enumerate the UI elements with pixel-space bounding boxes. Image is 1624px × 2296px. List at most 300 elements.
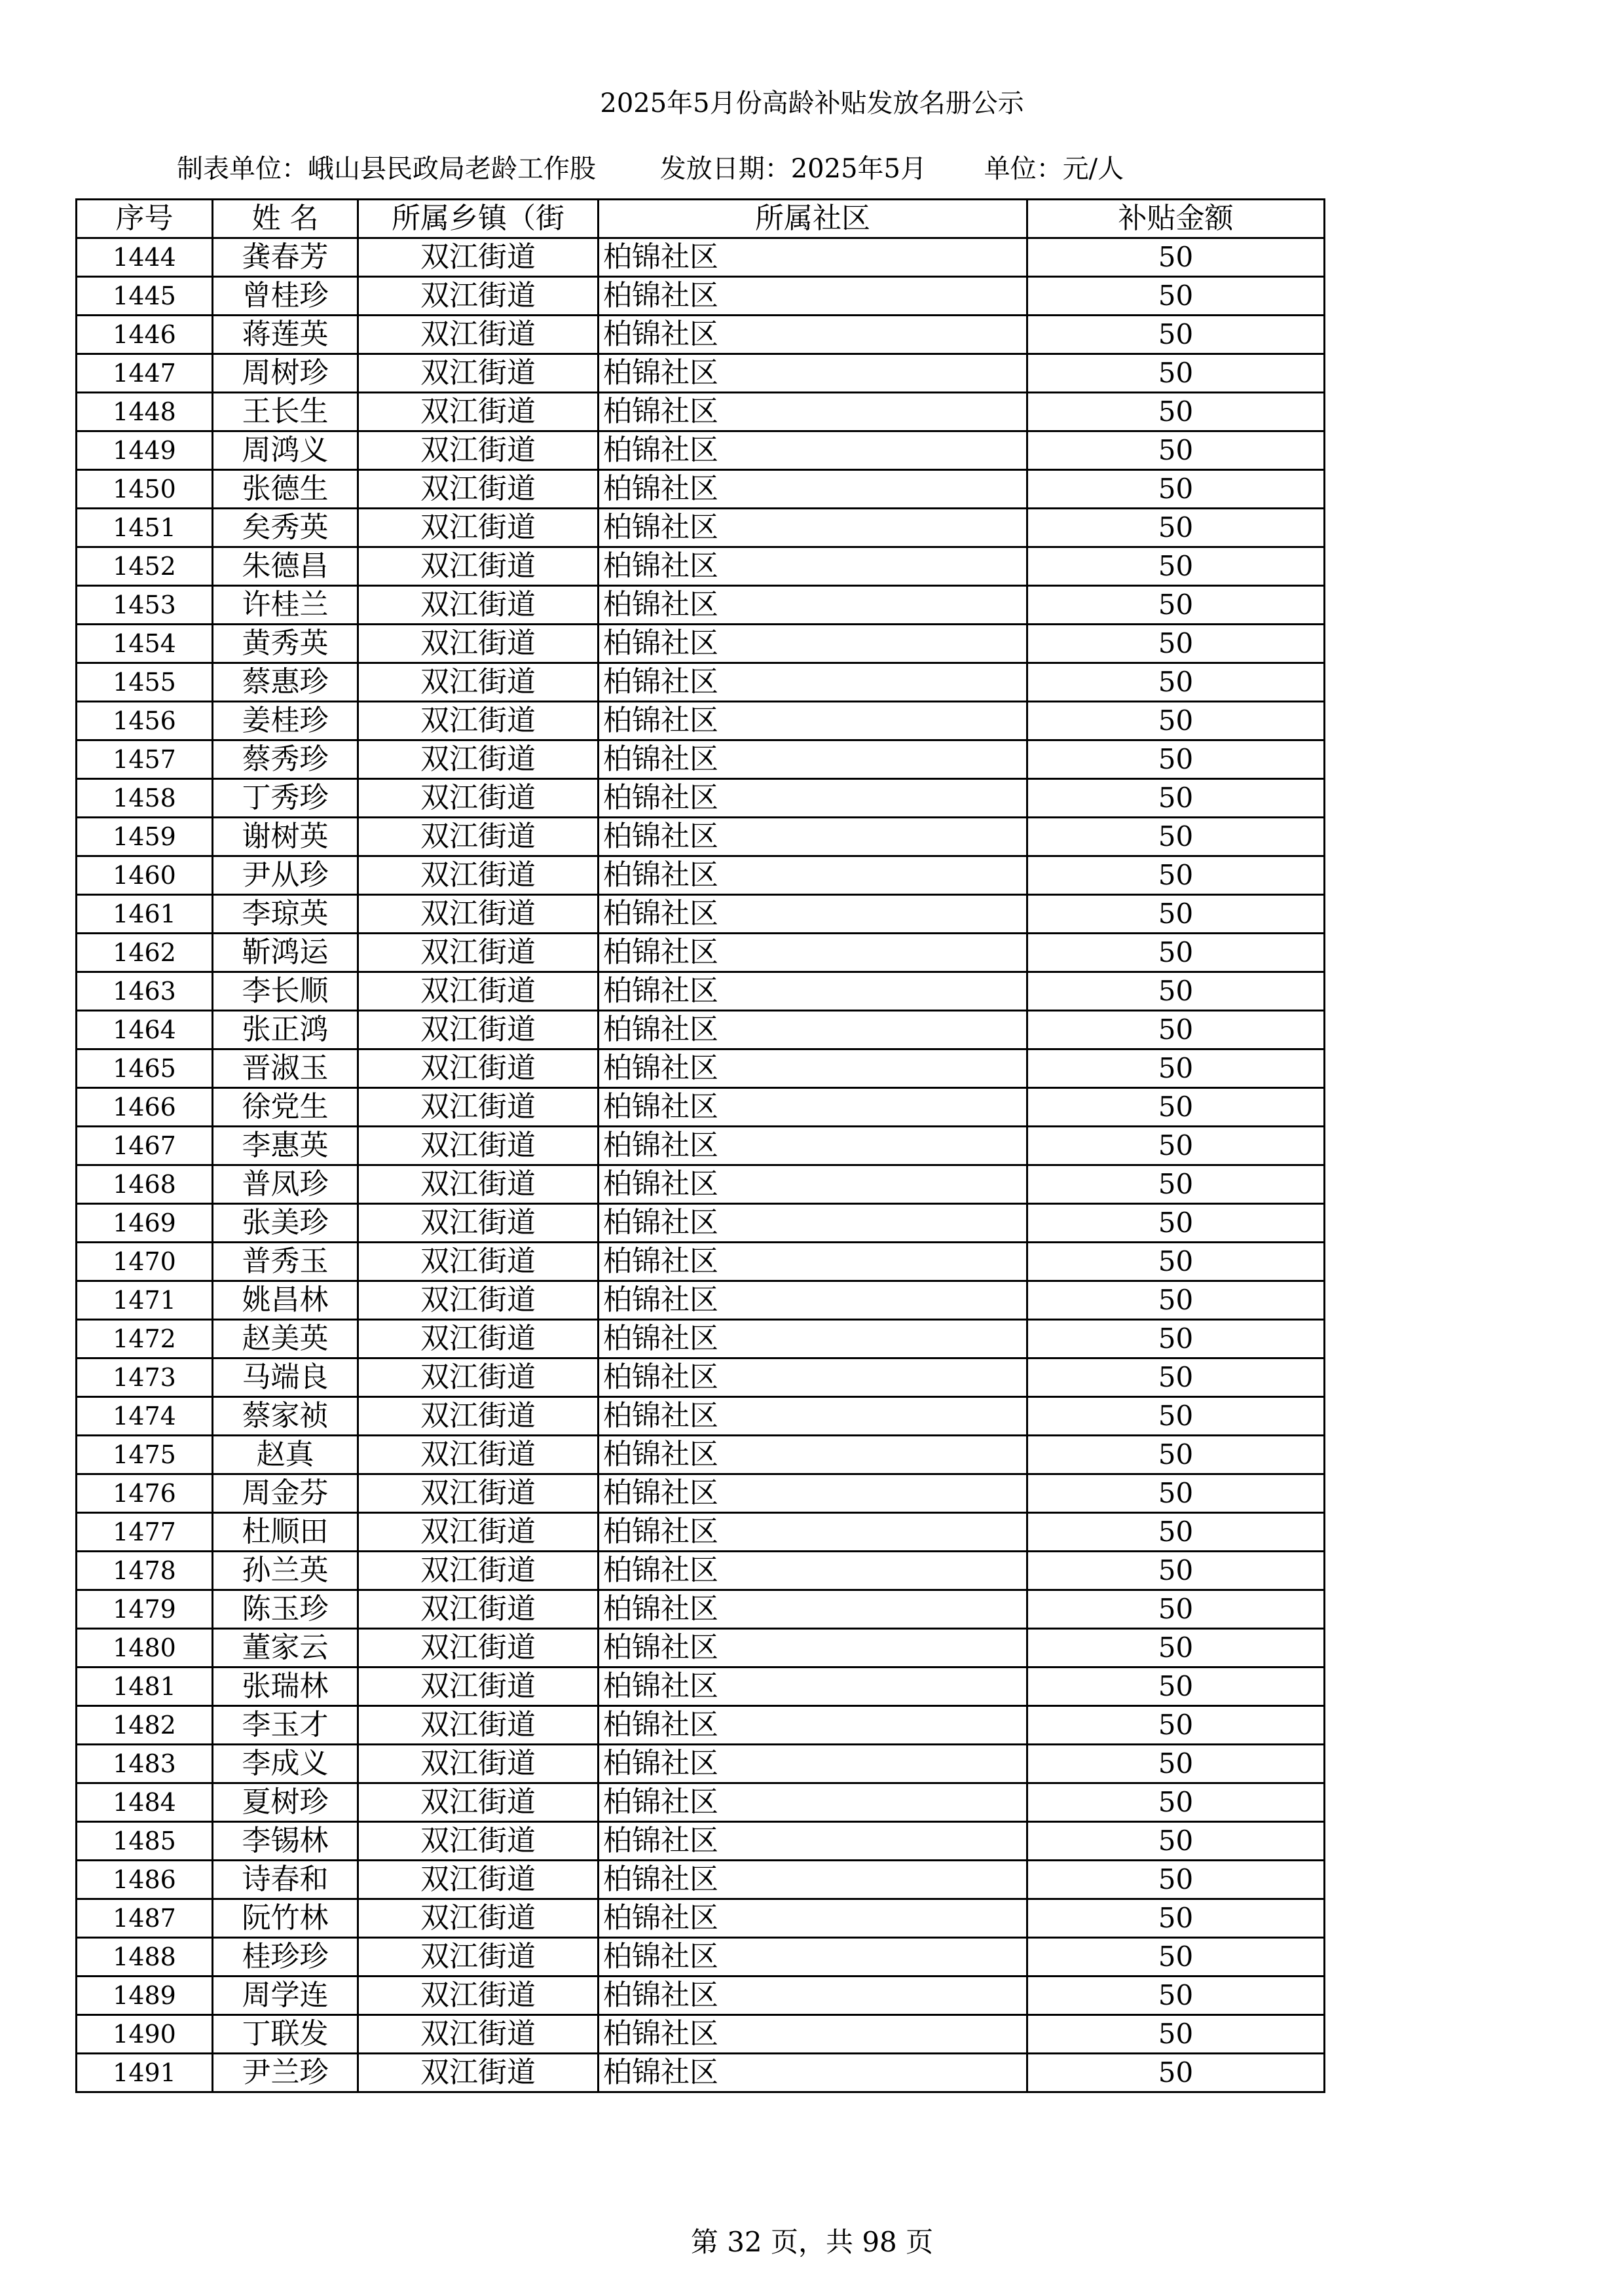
cell-community: 柏锦社区 <box>599 1127 1027 1165</box>
cell-amount: 50 <box>1027 1049 1325 1088</box>
cell-community: 柏锦社区 <box>599 1320 1027 1358</box>
table-row <box>77 1552 1325 1590</box>
cell-serial: 1470 <box>77 1243 213 1281</box>
cell-amount: 50 <box>1027 702 1325 740</box>
cell-amount: 50 <box>1027 586 1325 625</box>
cell-town: 双江街道 <box>358 1320 599 1358</box>
cell-town: 双江街道 <box>358 238 599 277</box>
header-name: 姓 名 <box>213 200 358 238</box>
cell-serial: 1474 <box>77 1397 213 1436</box>
cell-community: 柏锦社区 <box>599 1822 1027 1861</box>
table-row <box>77 431 1325 470</box>
cell-town: 双江街道 <box>358 1088 599 1127</box>
table-row <box>77 1165 1325 1204</box>
cell-serial: 1467 <box>77 1127 213 1165</box>
cell-community: 柏锦社区 <box>599 818 1027 856</box>
cell-name: 马端良 <box>213 1358 358 1397</box>
cell-town: 双江街道 <box>358 1011 599 1049</box>
cell-name: 许桂兰 <box>213 586 358 625</box>
cell-name: 尹兰珍 <box>213 2054 358 2092</box>
table-row <box>77 1011 1325 1049</box>
cell-name: 丁联发 <box>213 2015 358 2054</box>
table-row <box>77 702 1325 740</box>
cell-serial: 1460 <box>77 856 213 895</box>
meta-date: 发放日期：2025年5月 <box>659 154 927 184</box>
cell-name: 李锡林 <box>213 1822 358 1861</box>
table-row <box>77 1706 1325 1745</box>
header-town: 所属乡镇（街 <box>358 200 599 238</box>
cell-amount: 50 <box>1027 1977 1325 2015</box>
cell-town: 双江街道 <box>358 547 599 586</box>
cell-name: 张瑞林 <box>213 1667 358 1706</box>
table-row <box>77 934 1325 972</box>
cell-town: 双江街道 <box>358 1629 599 1667</box>
cell-community: 柏锦社区 <box>599 625 1027 663</box>
cell-town: 双江街道 <box>358 1474 599 1513</box>
cell-town: 双江街道 <box>358 1899 599 1938</box>
cell-name: 夏树珍 <box>213 1783 358 1822</box>
cell-serial: 1484 <box>77 1783 213 1822</box>
document-title: 2025年5月份高龄补贴发放名册公示 <box>600 88 1024 118</box>
cell-serial: 1458 <box>77 779 213 818</box>
cell-name: 桂珍珍 <box>213 1938 358 1977</box>
cell-town: 双江街道 <box>358 1938 599 1977</box>
cell-serial: 1491 <box>77 2054 213 2092</box>
table-row <box>77 393 1325 431</box>
cell-community: 柏锦社区 <box>599 1358 1027 1397</box>
cell-serial: 1483 <box>77 1745 213 1783</box>
cell-name: 蔡秀珍 <box>213 740 358 779</box>
cell-town: 双江街道 <box>358 393 599 431</box>
cell-serial: 1482 <box>77 1706 213 1745</box>
cell-name: 曾桂珍 <box>213 277 358 316</box>
cell-town: 双江街道 <box>358 2015 599 2054</box>
table-row <box>77 740 1325 779</box>
header-community: 所属社区 <box>599 200 1027 238</box>
cell-amount: 50 <box>1027 663 1325 702</box>
cell-name: 赵美英 <box>213 1320 358 1358</box>
cell-name: 周树珍 <box>213 354 358 393</box>
cell-town: 双江街道 <box>358 1783 599 1822</box>
cell-amount: 50 <box>1027 1667 1325 1706</box>
cell-amount: 50 <box>1027 393 1325 431</box>
cell-name: 黄秀英 <box>213 625 358 663</box>
cell-serial: 1447 <box>77 354 213 393</box>
cell-community: 柏锦社区 <box>599 509 1027 547</box>
table-row <box>77 1204 1325 1243</box>
cell-amount: 50 <box>1027 934 1325 972</box>
cell-amount: 50 <box>1027 740 1325 779</box>
cell-name: 阮竹林 <box>213 1899 358 1938</box>
cell-amount: 50 <box>1027 1783 1325 1822</box>
table-row <box>77 509 1325 547</box>
cell-name: 谢树英 <box>213 818 358 856</box>
table-row <box>77 1088 1325 1127</box>
cell-community: 柏锦社区 <box>599 1629 1027 1667</box>
cell-community: 柏锦社区 <box>599 1590 1027 1629</box>
cell-community: 柏锦社区 <box>599 779 1027 818</box>
table-row <box>77 1320 1325 1358</box>
cell-town: 双江街道 <box>358 431 599 470</box>
table-row <box>77 354 1325 393</box>
cell-serial: 1464 <box>77 1011 213 1049</box>
table-row <box>77 316 1325 354</box>
table-row <box>77 2054 1325 2092</box>
cell-serial: 1444 <box>77 238 213 277</box>
table-row <box>77 547 1325 586</box>
cell-amount: 50 <box>1027 1165 1325 1204</box>
cell-name: 孙兰英 <box>213 1552 358 1590</box>
table-row <box>77 1474 1325 1513</box>
cell-town: 双江街道 <box>358 509 599 547</box>
cell-name: 晋淑玉 <box>213 1049 358 1088</box>
cell-town: 双江街道 <box>358 856 599 895</box>
cell-town: 双江街道 <box>358 470 599 509</box>
cell-serial: 1455 <box>77 663 213 702</box>
cell-amount: 50 <box>1027 277 1325 316</box>
cell-community: 柏锦社区 <box>599 1281 1027 1320</box>
cell-community: 柏锦社区 <box>599 934 1027 972</box>
cell-amount: 50 <box>1027 818 1325 856</box>
cell-town: 双江街道 <box>358 1552 599 1590</box>
cell-community: 柏锦社区 <box>599 1977 1027 2015</box>
cell-amount: 50 <box>1027 1281 1325 1320</box>
cell-name: 蔡惠珍 <box>213 663 358 702</box>
cell-name: 周金芬 <box>213 1474 358 1513</box>
cell-serial: 1451 <box>77 509 213 547</box>
table-row <box>77 1513 1325 1552</box>
cell-community: 柏锦社区 <box>599 1474 1027 1513</box>
cell-town: 双江街道 <box>358 316 599 354</box>
cell-amount: 50 <box>1027 1899 1325 1938</box>
cell-town: 双江街道 <box>358 625 599 663</box>
cell-town: 双江街道 <box>358 1397 599 1436</box>
table-row <box>77 1049 1325 1088</box>
cell-serial: 1488 <box>77 1938 213 1977</box>
cell-serial: 1471 <box>77 1281 213 1320</box>
cell-amount: 50 <box>1027 2054 1325 2092</box>
table-row <box>77 663 1325 702</box>
table-row <box>77 2015 1325 2054</box>
cell-name: 诗春和 <box>213 1861 358 1899</box>
cell-community: 柏锦社区 <box>599 470 1027 509</box>
table-row <box>77 1861 1325 1899</box>
cell-name: 李琼英 <box>213 895 358 934</box>
cell-serial: 1465 <box>77 1049 213 1088</box>
cell-community: 柏锦社区 <box>599 1165 1027 1204</box>
cell-town: 双江街道 <box>358 1590 599 1629</box>
table-row <box>77 779 1325 818</box>
cell-name: 矣秀英 <box>213 509 358 547</box>
cell-town: 双江街道 <box>358 1861 599 1899</box>
cell-town: 双江街道 <box>358 740 599 779</box>
cell-name: 丁秀珍 <box>213 779 358 818</box>
table-row <box>77 972 1325 1011</box>
cell-amount: 50 <box>1027 316 1325 354</box>
cell-town: 双江街道 <box>358 779 599 818</box>
cell-serial: 1454 <box>77 625 213 663</box>
table-row <box>77 856 1325 895</box>
cell-name: 徐党生 <box>213 1088 358 1127</box>
cell-name: 尹从珍 <box>213 856 358 895</box>
table-row <box>77 1938 1325 1977</box>
cell-serial: 1462 <box>77 934 213 972</box>
cell-name: 龚春芳 <box>213 238 358 277</box>
cell-town: 双江街道 <box>358 1358 599 1397</box>
cell-serial: 1445 <box>77 277 213 316</box>
cell-community: 柏锦社区 <box>599 1938 1027 1977</box>
table-row <box>77 1977 1325 2015</box>
table-row <box>77 1127 1325 1165</box>
cell-serial: 1461 <box>77 895 213 934</box>
cell-town: 双江街道 <box>358 934 599 972</box>
table-row <box>77 1358 1325 1397</box>
cell-serial: 1457 <box>77 740 213 779</box>
cell-amount: 50 <box>1027 1436 1325 1474</box>
cell-community: 柏锦社区 <box>599 1783 1027 1822</box>
table-row <box>77 818 1325 856</box>
cell-amount: 50 <box>1027 1822 1325 1861</box>
table-row <box>77 625 1325 663</box>
cell-amount: 50 <box>1027 1204 1325 1243</box>
cell-community: 柏锦社区 <box>599 2054 1027 2092</box>
cell-serial: 1453 <box>77 586 213 625</box>
cell-town: 双江街道 <box>358 1127 599 1165</box>
cell-serial: 1446 <box>77 316 213 354</box>
cell-town: 双江街道 <box>358 354 599 393</box>
table-row <box>77 1397 1325 1436</box>
cell-community: 柏锦社区 <box>599 895 1027 934</box>
cell-community: 柏锦社区 <box>599 393 1027 431</box>
cell-name: 蔡家祯 <box>213 1397 358 1436</box>
cell-name: 靳鸿运 <box>213 934 358 972</box>
document-meta <box>177 149 1124 189</box>
cell-community: 柏锦社区 <box>599 1513 1027 1552</box>
cell-community: 柏锦社区 <box>599 740 1027 779</box>
cell-community: 柏锦社区 <box>599 1397 1027 1436</box>
cell-community: 柏锦社区 <box>599 1204 1027 1243</box>
cell-community: 柏锦社区 <box>599 431 1027 470</box>
cell-amount: 50 <box>1027 1745 1325 1783</box>
cell-town: 双江街道 <box>358 663 599 702</box>
cell-amount: 50 <box>1027 856 1325 895</box>
cell-name: 周鸿义 <box>213 431 358 470</box>
table-row <box>77 1243 1325 1281</box>
cell-town: 双江街道 <box>358 1281 599 1320</box>
cell-amount: 50 <box>1027 895 1325 934</box>
cell-serial: 1486 <box>77 1861 213 1899</box>
cell-name: 朱德昌 <box>213 547 358 586</box>
cell-name: 周学连 <box>213 1977 358 2015</box>
cell-community: 柏锦社区 <box>599 586 1027 625</box>
cell-name: 蒋莲英 <box>213 316 358 354</box>
cell-amount: 50 <box>1027 1706 1325 1745</box>
cell-amount: 50 <box>1027 431 1325 470</box>
cell-amount: 50 <box>1027 1938 1325 1977</box>
cell-amount: 50 <box>1027 1127 1325 1165</box>
table-row <box>77 586 1325 625</box>
cell-community: 柏锦社区 <box>599 663 1027 702</box>
cell-serial: 1452 <box>77 547 213 586</box>
cell-community: 柏锦社区 <box>599 1436 1027 1474</box>
table-body <box>77 238 1325 2092</box>
cell-serial: 1469 <box>77 1204 213 1243</box>
cell-amount: 50 <box>1027 972 1325 1011</box>
cell-amount: 50 <box>1027 354 1325 393</box>
cell-town: 双江街道 <box>358 1822 599 1861</box>
cell-town: 双江街道 <box>358 1243 599 1281</box>
cell-town: 双江街道 <box>358 818 599 856</box>
cell-serial: 1485 <box>77 1822 213 1861</box>
table-row <box>77 895 1325 934</box>
cell-community: 柏锦社区 <box>599 238 1027 277</box>
table-row <box>77 1281 1325 1320</box>
cell-community: 柏锦社区 <box>599 547 1027 586</box>
cell-amount: 50 <box>1027 1474 1325 1513</box>
table-row <box>77 1590 1325 1629</box>
cell-serial: 1479 <box>77 1590 213 1629</box>
meta-unit: 制表单位：峨山县民政局老龄工作股 <box>177 154 596 184</box>
cell-serial: 1450 <box>77 470 213 509</box>
cell-community: 柏锦社区 <box>599 1667 1027 1706</box>
cell-serial: 1481 <box>77 1667 213 1706</box>
cell-name: 李长顺 <box>213 972 358 1011</box>
subsidy-table <box>75 198 1325 2093</box>
cell-name: 普凤珍 <box>213 1165 358 1204</box>
cell-town: 双江街道 <box>358 1745 599 1783</box>
cell-town: 双江街道 <box>358 2054 599 2092</box>
cell-serial: 1456 <box>77 702 213 740</box>
cell-amount: 50 <box>1027 1590 1325 1629</box>
cell-amount: 50 <box>1027 1088 1325 1127</box>
cell-serial: 1476 <box>77 1474 213 1513</box>
cell-town: 双江街道 <box>358 1165 599 1204</box>
table-row <box>77 1899 1325 1938</box>
cell-serial: 1466 <box>77 1088 213 1127</box>
cell-community: 柏锦社区 <box>599 1243 1027 1281</box>
cell-serial: 1490 <box>77 2015 213 2054</box>
cell-community: 柏锦社区 <box>599 277 1027 316</box>
cell-serial: 1448 <box>77 393 213 431</box>
cell-serial: 1489 <box>77 1977 213 2015</box>
cell-community: 柏锦社区 <box>599 354 1027 393</box>
cell-town: 双江街道 <box>358 277 599 316</box>
cell-community: 柏锦社区 <box>599 1049 1027 1088</box>
cell-town: 双江街道 <box>358 702 599 740</box>
cell-serial: 1463 <box>77 972 213 1011</box>
cell-amount: 50 <box>1027 1552 1325 1590</box>
cell-town: 双江街道 <box>358 895 599 934</box>
cell-community: 柏锦社区 <box>599 1745 1027 1783</box>
table-row <box>77 470 1325 509</box>
cell-name: 张美珍 <box>213 1204 358 1243</box>
cell-name: 赵真 <box>213 1436 358 1474</box>
cell-town: 双江街道 <box>358 1667 599 1706</box>
cell-name: 杜顺田 <box>213 1513 358 1552</box>
cell-town: 双江街道 <box>358 1706 599 1745</box>
cell-town: 双江街道 <box>358 1204 599 1243</box>
cell-community: 柏锦社区 <box>599 856 1027 895</box>
cell-amount: 50 <box>1027 1513 1325 1552</box>
cell-town: 双江街道 <box>358 1436 599 1474</box>
cell-serial: 1472 <box>77 1320 213 1358</box>
cell-serial: 1459 <box>77 818 213 856</box>
page-footer: 第 32 页，共 98 页 <box>690 2226 934 2258</box>
cell-amount: 50 <box>1027 1320 1325 1358</box>
cell-community: 柏锦社区 <box>599 1011 1027 1049</box>
table-row <box>77 1822 1325 1861</box>
table-row <box>77 1436 1325 1474</box>
cell-community: 柏锦社区 <box>599 972 1027 1011</box>
table-header-row <box>77 200 1325 238</box>
cell-town: 双江街道 <box>358 586 599 625</box>
cell-amount: 50 <box>1027 1358 1325 1397</box>
cell-amount: 50 <box>1027 238 1325 277</box>
cell-amount: 50 <box>1027 1861 1325 1899</box>
cell-name: 陈玉珍 <box>213 1590 358 1629</box>
cell-name: 李惠英 <box>213 1127 358 1165</box>
cell-amount: 50 <box>1027 779 1325 818</box>
cell-amount: 50 <box>1027 470 1325 509</box>
cell-serial: 1449 <box>77 431 213 470</box>
cell-serial: 1468 <box>77 1165 213 1204</box>
cell-name: 董家云 <box>213 1629 358 1667</box>
table-row <box>77 277 1325 316</box>
cell-name: 姜桂珍 <box>213 702 358 740</box>
cell-amount: 50 <box>1027 1397 1325 1436</box>
cell-community: 柏锦社区 <box>599 1088 1027 1127</box>
cell-serial: 1473 <box>77 1358 213 1397</box>
cell-community: 柏锦社区 <box>599 702 1027 740</box>
cell-town: 双江街道 <box>358 1513 599 1552</box>
cell-community: 柏锦社区 <box>599 1899 1027 1938</box>
table-row <box>77 1745 1325 1783</box>
cell-amount: 50 <box>1027 1011 1325 1049</box>
header-serial: 序号 <box>77 200 213 238</box>
cell-community: 柏锦社区 <box>599 2015 1027 2054</box>
cell-amount: 50 <box>1027 547 1325 586</box>
cell-amount: 50 <box>1027 509 1325 547</box>
table-row <box>77 1783 1325 1822</box>
header-amount: 补贴金额 <box>1027 200 1325 238</box>
cell-serial: 1480 <box>77 1629 213 1667</box>
cell-amount: 50 <box>1027 625 1325 663</box>
cell-community: 柏锦社区 <box>599 1552 1027 1590</box>
cell-name: 王长生 <box>213 393 358 431</box>
cell-amount: 50 <box>1027 2015 1325 2054</box>
cell-serial: 1475 <box>77 1436 213 1474</box>
cell-town: 双江街道 <box>358 1049 599 1088</box>
cell-serial: 1478 <box>77 1552 213 1590</box>
cell-town: 双江街道 <box>358 972 599 1011</box>
cell-serial: 1477 <box>77 1513 213 1552</box>
cell-amount: 50 <box>1027 1243 1325 1281</box>
cell-amount: 50 <box>1027 1629 1325 1667</box>
cell-community: 柏锦社区 <box>599 1706 1027 1745</box>
cell-name: 张德生 <box>213 470 358 509</box>
cell-community: 柏锦社区 <box>599 316 1027 354</box>
cell-name: 张正鸿 <box>213 1011 358 1049</box>
cell-name: 普秀玉 <box>213 1243 358 1281</box>
table-row <box>77 1667 1325 1706</box>
cell-town: 双江街道 <box>358 1977 599 2015</box>
table-row <box>77 238 1325 277</box>
table-row <box>77 1629 1325 1667</box>
cell-name: 李成义 <box>213 1745 358 1783</box>
cell-name: 姚昌林 <box>213 1281 358 1320</box>
cell-name: 李玉才 <box>213 1706 358 1745</box>
cell-community: 柏锦社区 <box>599 1861 1027 1899</box>
